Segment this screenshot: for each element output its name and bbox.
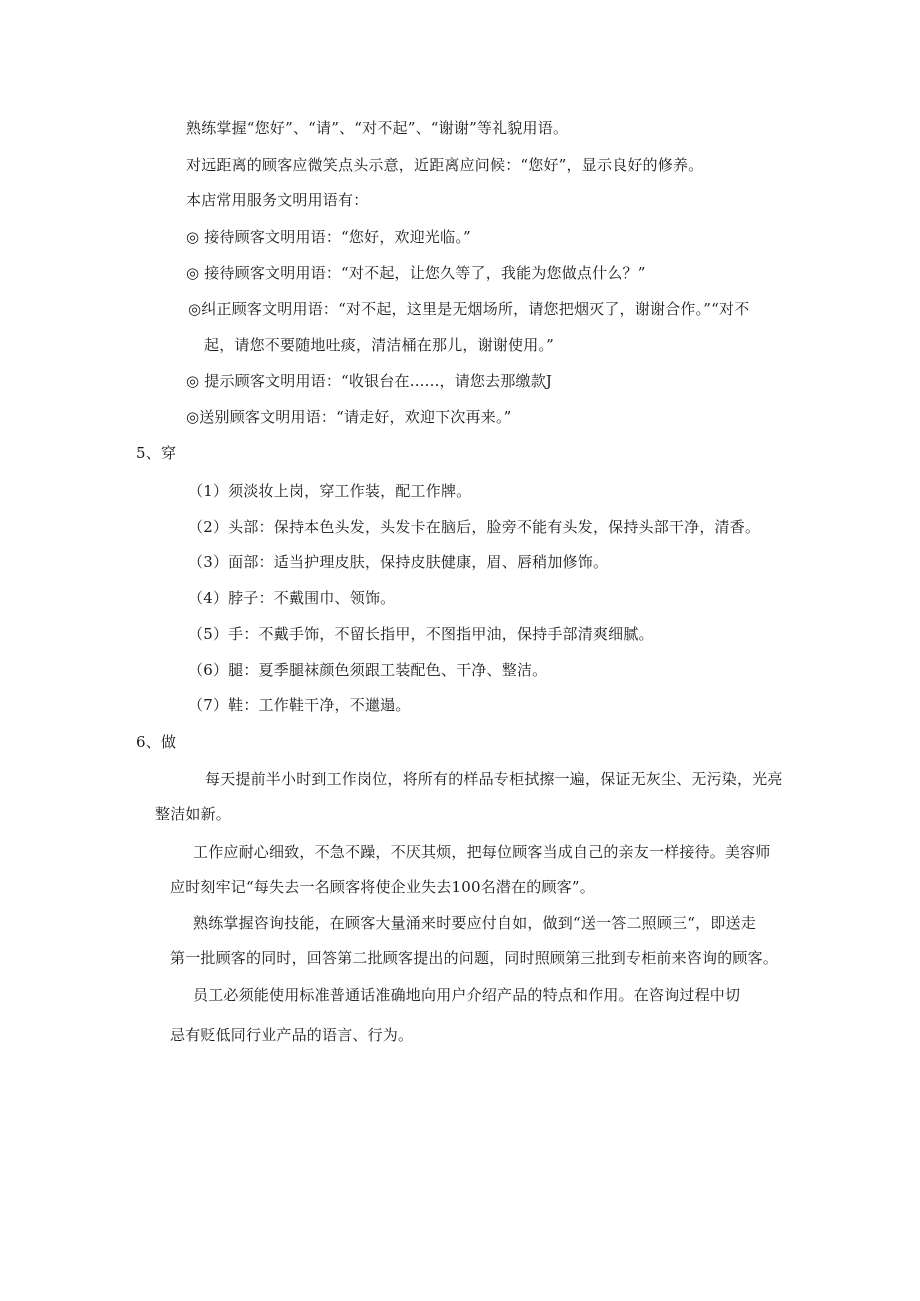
dress-item-4: （4）脖子：不戴围巾、领饰。 (188, 589, 396, 607)
dress-item-5: （5）手：不戴手饰，不留长指甲，不图指甲油，保持手部清爽细腻。 (188, 625, 654, 643)
phrase-waiting: ◎ 接待顾客文明用语：“对不起，让您久等了，我能为您做点什么？” (186, 264, 646, 282)
conduct-para-2-line-2: 应时刻牢记“每失去一名顾客将使企业失去100名潜在的顾客”。 (170, 878, 595, 896)
phrase-farewell: ◎送别顾客文明用语：“请走好，欢迎下次再来。” (186, 408, 512, 426)
intro-line-3: 本店常用服务文明用语有： (186, 191, 369, 209)
conduct-para-4-line-1: 员工必须能使用标准普通话准确地向用户介绍产品的特点和作用。在咨询过程中切 (193, 986, 741, 1004)
section5-heading: 5、穿 (136, 444, 177, 462)
conduct-para-1-line-1: 每天提前半小时到工作岗位，将所有的样品专柜拭擦一遍，保证无灰尘、无污染，光亮 (205, 770, 783, 788)
conduct-para-3-line-2: 第一批顾客的同时，回答第二批顾客提出的问题，同时照顾第三批到专柜前来咨询的顾客。 (170, 949, 779, 967)
conduct-para-3-line-1: 熟练掌握咨询技能，在顾客大量涌来时要应付自如，做到“送一答二照顾三“，即送走 (193, 914, 756, 932)
phrase-greeting: ◎ 接待顾客文明用语：“您好，欢迎光临。” (186, 228, 471, 246)
phrase-reminding: ◎ 提示顾客文明用语：“收银台在......，请您去那缴款J (186, 372, 553, 390)
dress-item-7: （7）鞋：工作鞋干净，不邋遢。 (188, 696, 411, 714)
intro-line-1: 熟练掌握“您好”、“请”、“对不起”、“谢谢”等礼貌用语。 (186, 119, 569, 137)
phrase-correcting: ◎纠正顾客文明用语：“对不起，这里是无烟场所，请您把烟灭了，谢谢合作。”“对不 (188, 300, 750, 318)
conduct-para-4-line-2: 忌有贬低同行业产品的语言、行为。 (170, 1026, 414, 1044)
dress-item-1: （1）须淡妆上岗，穿工作装，配工作牌。 (188, 482, 472, 500)
dress-item-6: （6）腿：夏季腿袜颜色须跟工装配色、干净、整洁。 (188, 661, 548, 679)
conduct-para-1-line-2: 整洁如新。 (155, 805, 232, 823)
phrase-correcting-cont: 起，请您不要随地吐痰，清洁桶在那儿，谢谢使用。” (204, 336, 554, 354)
section6-heading: 6、做 (136, 733, 177, 751)
intro-line-2: 对远距离的顾客应微笑点头示意，近距离应问候：“您好”，显示良好的修养。 (186, 156, 704, 174)
dress-item-3: （3）面部：适当护理皮肤，保持皮肤健康，眉、唇稍加修饰。 (188, 553, 609, 571)
dress-item-2: （2）头部：保持本色头发，头发卡在脑后，脸旁不能有头发，保持头部干净，清香。 (188, 518, 761, 536)
conduct-para-2-line-1: 工作应耐心细致，不急不躁，不厌其烦，把每位顾客当成自己的亲友一样接待。美容师 (193, 843, 771, 861)
